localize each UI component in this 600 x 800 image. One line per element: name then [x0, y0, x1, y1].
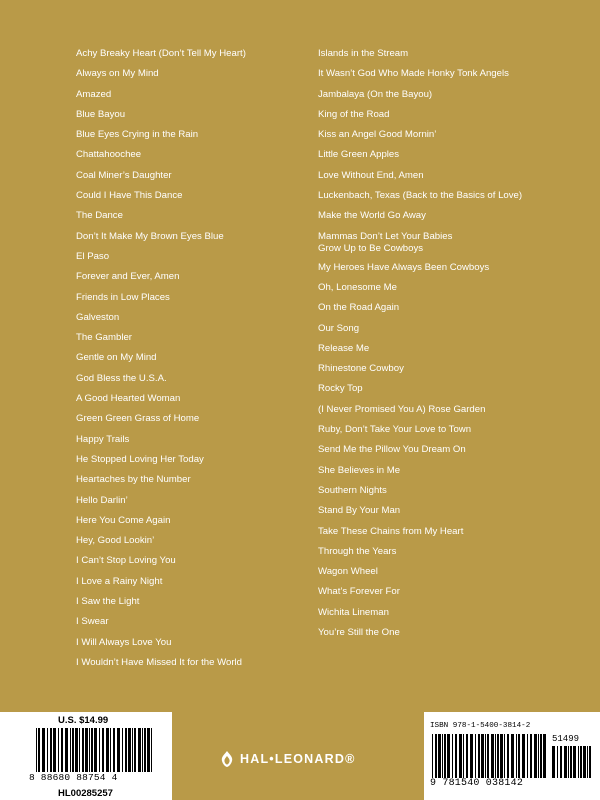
song-title: Release Me [318, 342, 370, 354]
song-list-right [318, 48, 522, 647]
barcode-bar [463, 734, 464, 778]
barcode-bar [438, 734, 441, 778]
barcode-bar [466, 734, 468, 778]
barcode-bar [58, 728, 59, 772]
song-title: Southern Nights [318, 484, 387, 496]
song-title: Rocky Top [318, 383, 363, 395]
song-title: Galveston [76, 311, 120, 323]
barcode-bar [455, 734, 457, 778]
barcode-bar [50, 728, 52, 772]
barcode-bar [144, 728, 146, 772]
publisher-logo [220, 751, 355, 767]
barcode-bar [432, 734, 433, 778]
song-title: Stand By Your Man [318, 505, 401, 517]
barcode-bar [478, 734, 480, 778]
song-title: King of the Road [318, 108, 390, 120]
barcode-bar [530, 734, 532, 778]
barcode-bar [147, 728, 150, 772]
barcode-bar [568, 746, 569, 778]
barcode-bar [36, 728, 37, 772]
barcode-bar [79, 728, 80, 772]
song-title: Don’t It Make My Brown Eyes Blue [76, 230, 224, 242]
barcode-bar [491, 734, 494, 778]
barcode-bar [442, 734, 443, 778]
song-title: Green Green Grass of Home [76, 413, 200, 425]
song-title: A Good Hearted Woman [76, 393, 181, 405]
barcode-bar [447, 734, 450, 778]
publisher-logo-text: HAL•LEONARD® [240, 752, 356, 766]
barcode-bar [564, 746, 567, 778]
song-title: Hello Darlin’ [76, 494, 128, 506]
barcode-bar [570, 746, 572, 778]
barcode-bar [134, 728, 136, 772]
song-title: Our Song [318, 322, 360, 334]
song-title: Through the Years [318, 545, 397, 557]
barcode-bar [444, 734, 446, 778]
barcode-bar [485, 734, 486, 778]
barcode-bar [122, 728, 123, 772]
song-title-line-1: Mammas Don’t Let Your Babies [318, 230, 453, 242]
song-title: I Can’t Stop Loving You [76, 555, 176, 567]
barcode-bar [507, 734, 509, 778]
song-title: God Bless the U.S.A. [76, 372, 167, 384]
barcode-bar [75, 728, 78, 772]
barcode-bar [470, 734, 473, 778]
song-title: Here You Come Again [76, 514, 171, 526]
barcode-bar [42, 728, 45, 772]
barcode-bar [487, 734, 489, 778]
item-code: HL00285257 [58, 788, 113, 799]
song-title: I Swear [76, 616, 109, 628]
barcode-bar [527, 734, 528, 778]
song-title: Blue Eyes Crying in the Rain [76, 129, 199, 141]
barcode-bar [106, 728, 109, 772]
barcode-bar [138, 728, 141, 772]
barcode-bar [82, 728, 84, 772]
song-title: Friends in Low Places [76, 291, 170, 303]
song-title: It Wasn’t God Who Made Honky Tonk Angels [318, 68, 509, 80]
song-title: Islands in the Stream [318, 48, 409, 59]
barcode-bar [500, 734, 503, 778]
song-title: Forever and Ever, Amen [76, 271, 180, 283]
barcode-bar [142, 728, 143, 772]
barcode-bar [540, 734, 542, 778]
barcode-bar [151, 728, 152, 772]
song-title: I Love a Rainy Night [76, 575, 163, 587]
barcode-bar [102, 728, 104, 772]
barcode-bar [99, 728, 100, 772]
price-label: U.S. $14.99 [58, 715, 109, 726]
upc-barcode-panel [0, 712, 172, 800]
song-title: I Will Always Love You [76, 636, 172, 648]
song-title: Send Me the Pillow You Dream On [318, 444, 466, 456]
song-title: Heartaches by the Number [76, 474, 191, 486]
song-title: On the Road Again [318, 302, 400, 314]
song-title: Jambalaya (On the Bayou) [318, 88, 433, 100]
song-title: Gentle on My Mind [76, 352, 157, 364]
barcode-bar [85, 728, 88, 772]
song-title: Achy Breaky Heart (Don’t Tell My Heart) [76, 48, 246, 59]
song-title: Coal Miner’s Daughter [76, 169, 172, 181]
isbn-addon-number: 51499 [552, 734, 580, 744]
song-list-left [76, 48, 246, 677]
barcode-bar [125, 728, 127, 772]
barcode-bar [61, 728, 63, 772]
barcode-bar [435, 734, 437, 778]
barcode-bar [70, 728, 71, 772]
barcode-bar [580, 746, 582, 778]
barcode-bar [587, 746, 588, 778]
song-title: Amazed [76, 88, 112, 100]
barcode-bar [53, 728, 56, 772]
barcode-bar [94, 728, 97, 772]
song-title: Love Without End, Amen [318, 169, 424, 181]
song-title: You’re Still the One [318, 627, 400, 639]
song-title-line-2: Grow Up to Be Cowboys [318, 242, 424, 254]
isbn-barcode-bars [432, 734, 548, 778]
song-title: I Saw the Light [76, 596, 140, 608]
song-title: Rhinestone Cowboy [318, 363, 404, 375]
isbn-barcode-panel [424, 712, 600, 800]
song-title: Blue Bayou [76, 108, 126, 120]
barcode-bar [589, 746, 591, 778]
song-title: Chattahoochee [76, 149, 142, 161]
barcode-bar [110, 728, 111, 772]
barcode-bar [91, 728, 93, 772]
barcode-bar [38, 728, 40, 772]
barcode-bar [522, 734, 525, 778]
song-title: The Dance [76, 210, 123, 222]
song-title: Wichita Lineman [318, 606, 389, 618]
barcode-bar [65, 728, 68, 772]
barcode-bar [583, 746, 586, 778]
song-title: Ruby, Don’t Take Your Love to Town [318, 424, 472, 436]
barcode-bar [543, 734, 546, 778]
song-title: I Wouldn’t Have Missed It for the World [76, 656, 243, 668]
barcode-bar [117, 728, 120, 772]
barcode-bar [552, 746, 555, 778]
song-title: Could I Have This Dance [76, 190, 183, 202]
barcode-bar [128, 728, 131, 772]
barcode-bar [511, 734, 514, 778]
song-title: (I Never Promised You A) Rose Garden [318, 403, 486, 415]
isbn-label: ISBN 978-1-5400-3814-2 [430, 722, 531, 730]
song-title: Hey, Good Lookin’ [76, 535, 155, 547]
song-title: What’s Forever For [318, 586, 400, 598]
barcode-bar [557, 746, 558, 778]
isbn-barcode-number: 9 781540 038142 [430, 778, 524, 789]
song-title: My Heroes Have Always Been Cowboys [318, 261, 490, 273]
song-title: Wagon Wheel [318, 566, 378, 578]
barcode-bar [113, 728, 115, 772]
song-title: The Gambler [76, 332, 132, 344]
barcode-bar [534, 734, 537, 778]
barcode-bar [475, 734, 476, 778]
barcode-bar [132, 728, 133, 772]
barcode-bar [518, 734, 520, 778]
barcode-bar [573, 746, 576, 778]
barcode-bar [504, 734, 505, 778]
song-title: He Stopped Loving Her Today [76, 453, 204, 465]
song-title: She Believes in Me [318, 464, 401, 476]
barcode-bar [47, 728, 48, 772]
upc-barcode-bars [36, 728, 156, 772]
barcode-bar [497, 734, 499, 778]
barcode-bar [538, 734, 539, 778]
upc-barcode-number: 8 88680 88754 4 [29, 772, 118, 783]
song-title: Kiss an Angel Good Mornin’ [318, 129, 437, 141]
barcode-bar [481, 734, 484, 778]
barcode-bar [495, 734, 496, 778]
barcode-bar [459, 734, 462, 778]
song-title: Take These Chains from My Heart [318, 525, 464, 537]
song-title [318, 231, 522, 262]
isbn-addon-bars [552, 746, 592, 778]
barcode-bar [516, 734, 517, 778]
hal-leonard-flame-icon [220, 751, 234, 767]
song-title: Oh, Lonesome Me [318, 281, 397, 293]
song-title: Always on My Mind [76, 68, 159, 80]
song-title: Little Green Apples [318, 149, 400, 161]
barcode-bar [452, 734, 453, 778]
song-title: Luckenbach, Texas (Back to the Basics of Love) [318, 190, 523, 202]
song-title: Make the World Go Away [318, 210, 426, 222]
barcode-bar [578, 746, 579, 778]
song-title: Happy Trails [76, 433, 130, 445]
barcode-bar [72, 728, 74, 772]
barcode-bar [560, 746, 562, 778]
song-title: El Paso [76, 250, 110, 262]
barcode-bar [89, 728, 90, 772]
